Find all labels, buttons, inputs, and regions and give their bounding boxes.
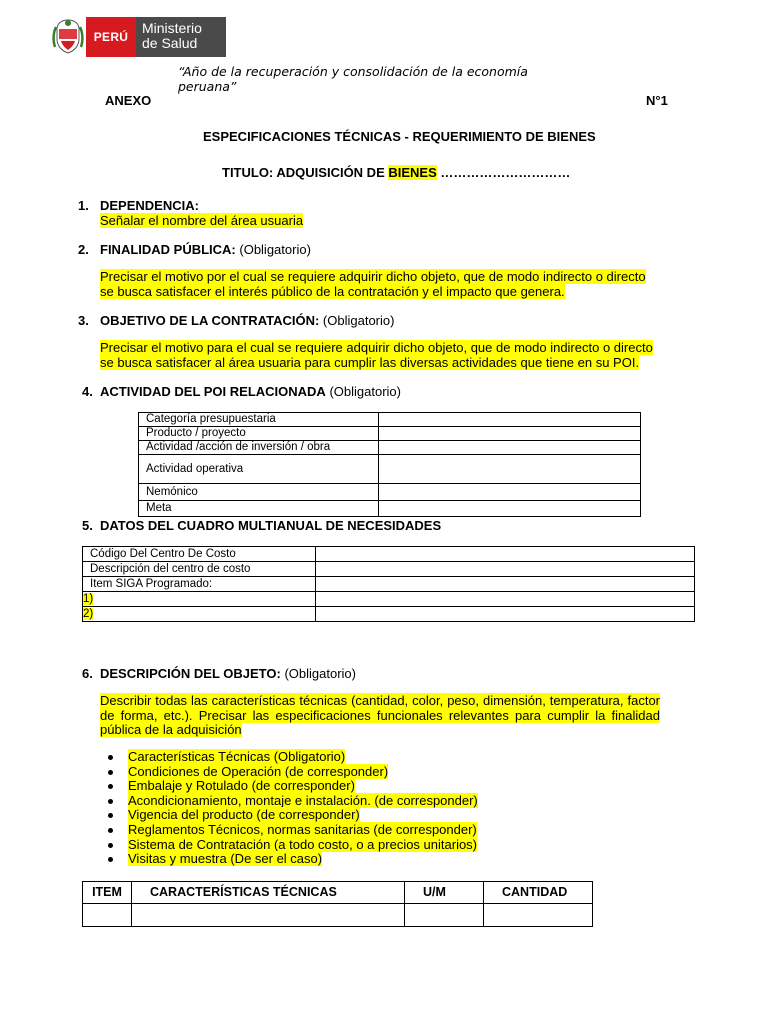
bullet-icon <box>108 770 113 775</box>
section-number: 1. <box>78 198 89 213</box>
section-heading: ACTIVIDAD DEL POI RELACIONADA (Obligatorio) <box>100 384 401 399</box>
table-cell: Código Del Centro De Costo <box>83 547 316 562</box>
table-cell-empty <box>316 562 695 577</box>
section-paragraph: Precisar el motivo por el cual se requiere adquirir dicho objeto, que de modo indirecto o directo se busca satisfacer el interés público de la contratación y el impacto que genera. <box>100 269 646 299</box>
bullet-icon <box>108 828 113 833</box>
list-item: Embalaje y Rotulado (de corresponder) <box>100 779 478 794</box>
table-cell-empty <box>379 413 641 427</box>
table-cell-empty <box>405 904 484 927</box>
table-cell: Actividad operativa <box>139 455 379 484</box>
table-row <box>139 484 641 501</box>
list-item: Visitas y muestra (De ser el caso) <box>100 852 478 867</box>
table-cell-empty <box>132 904 405 927</box>
table-cell: Categoría presupuestaria <box>139 413 379 427</box>
cmn-table <box>82 546 695 622</box>
table-row <box>139 441 641 455</box>
section-number: 2. <box>78 242 89 257</box>
section-heading: FINALIDAD PÚBLICA: (Obligatorio) <box>100 242 311 257</box>
section-number: 4. <box>82 384 93 399</box>
table-cell: Descripción del centro de costo <box>83 562 316 577</box>
table-cell: Nemónico <box>139 484 379 501</box>
table-cell-empty <box>316 607 695 622</box>
bullet-icon <box>108 813 113 818</box>
table-row <box>139 427 641 441</box>
bullet-list <box>100 750 478 867</box>
list-item: Vigencia del producto (de corresponder) <box>100 808 478 823</box>
list-item: Características Técnicas (Obligatorio) <box>100 750 478 765</box>
table-header-row <box>83 882 593 904</box>
ministerio-salud-logo <box>50 17 226 57</box>
table-row <box>83 547 695 562</box>
items-table <box>82 881 593 927</box>
table-row <box>83 577 695 592</box>
section-text: Señalar el nombre del área usuaria <box>100 213 304 228</box>
table-cell-empty <box>316 547 695 562</box>
table-row <box>139 455 641 484</box>
table-row <box>83 562 695 577</box>
list-item: Acondicionamiento, montaje e instalación. (de corresponder) <box>100 794 478 809</box>
table-cell: Producto / proyecto <box>139 427 379 441</box>
table-cell: Actividad /acción de inversión / obra <box>139 441 379 455</box>
list-item: Condiciones de Operación (de corresponder) <box>100 765 478 780</box>
table-cell-empty <box>379 427 641 441</box>
table-row <box>83 607 695 622</box>
bullet-icon <box>108 755 113 760</box>
table-cell: Item SIGA Programado: <box>83 577 316 592</box>
section-heading: DESCRIPCIÓN DEL OBJETO: (Obligatorio) <box>100 666 356 681</box>
section-heading: DEPENDENCIA: <box>100 198 199 213</box>
motto: “Año de la recuperación y consolidación de la economía peruana” <box>178 64 528 94</box>
table-cell-empty <box>484 904 593 927</box>
bullet-icon <box>108 784 113 789</box>
section-number: 6. <box>82 666 93 681</box>
table-cell-empty <box>379 484 641 501</box>
list-item: Sistema de Contratación (a todo costo, o a precios unitarios) <box>100 838 478 853</box>
column-header: CARACTERÍSTICAS TÉCNICAS <box>132 882 405 904</box>
table-row <box>83 592 695 607</box>
section-number: 5. <box>82 518 93 533</box>
table-row <box>139 413 641 427</box>
table-cell-empty <box>83 904 132 927</box>
table-cell-empty <box>379 501 641 517</box>
table-cell: 1) <box>83 592 316 607</box>
bullet-icon <box>108 843 113 848</box>
peru-label: PERÚ <box>86 17 136 57</box>
table-cell-empty <box>316 592 695 607</box>
list-item: Reglamentos Técnicos, normas sanitarias (de corresponder) <box>100 823 478 838</box>
table-cell: Meta <box>139 501 379 517</box>
column-header: U/M <box>405 882 484 904</box>
table-cell-empty <box>316 577 695 592</box>
table-cell-empty <box>379 441 641 455</box>
section-number: 3. <box>78 313 89 328</box>
anexo-label: ANEXO <box>105 93 152 108</box>
table-row <box>139 501 641 517</box>
section-paragraph: Precisar el motivo para el cual se requiere adquirir dicho objeto, que de modo indirecto o directo se busca satisfacer al área usuaria para cumplir las diversas actividades que tiene en su POI. <box>100 340 653 370</box>
bullet-icon <box>108 857 113 862</box>
table-row <box>83 904 593 927</box>
poi-table <box>138 412 641 517</box>
section-heading: DATOS DEL CUADRO MULTIANUAL DE NECESIDADES <box>100 518 442 533</box>
table-cell-empty <box>379 455 641 484</box>
bullet-icon <box>108 799 113 804</box>
section-heading: OBJETIVO DE LA CONTRATACIÓN: (Obligatorio) <box>100 313 395 328</box>
section-paragraph: Describir todas las características técnicas (cantidad, color, peso, dimensión, temperatura, factor de forma, etc.). Precisar las especificaciones funcionales relevantes para cumplir la finalidad pública de la adquisición <box>100 693 660 738</box>
column-header: CANTIDAD <box>484 882 593 904</box>
table-cell: 2) <box>83 607 316 622</box>
ministry-label: Ministerio de Salud <box>136 17 226 57</box>
page-title: ESPECIFICACIONES TÉCNICAS - REQUERIMIENTO DE BIENES <box>203 129 596 144</box>
column-header: ITEM <box>83 882 132 904</box>
anexo-number: N°1 <box>646 93 668 108</box>
coat-of-arms-icon <box>50 17 86 57</box>
titulo-line: TITULO: ADQUISICIÓN DE BIENES ………………………… <box>222 165 571 180</box>
